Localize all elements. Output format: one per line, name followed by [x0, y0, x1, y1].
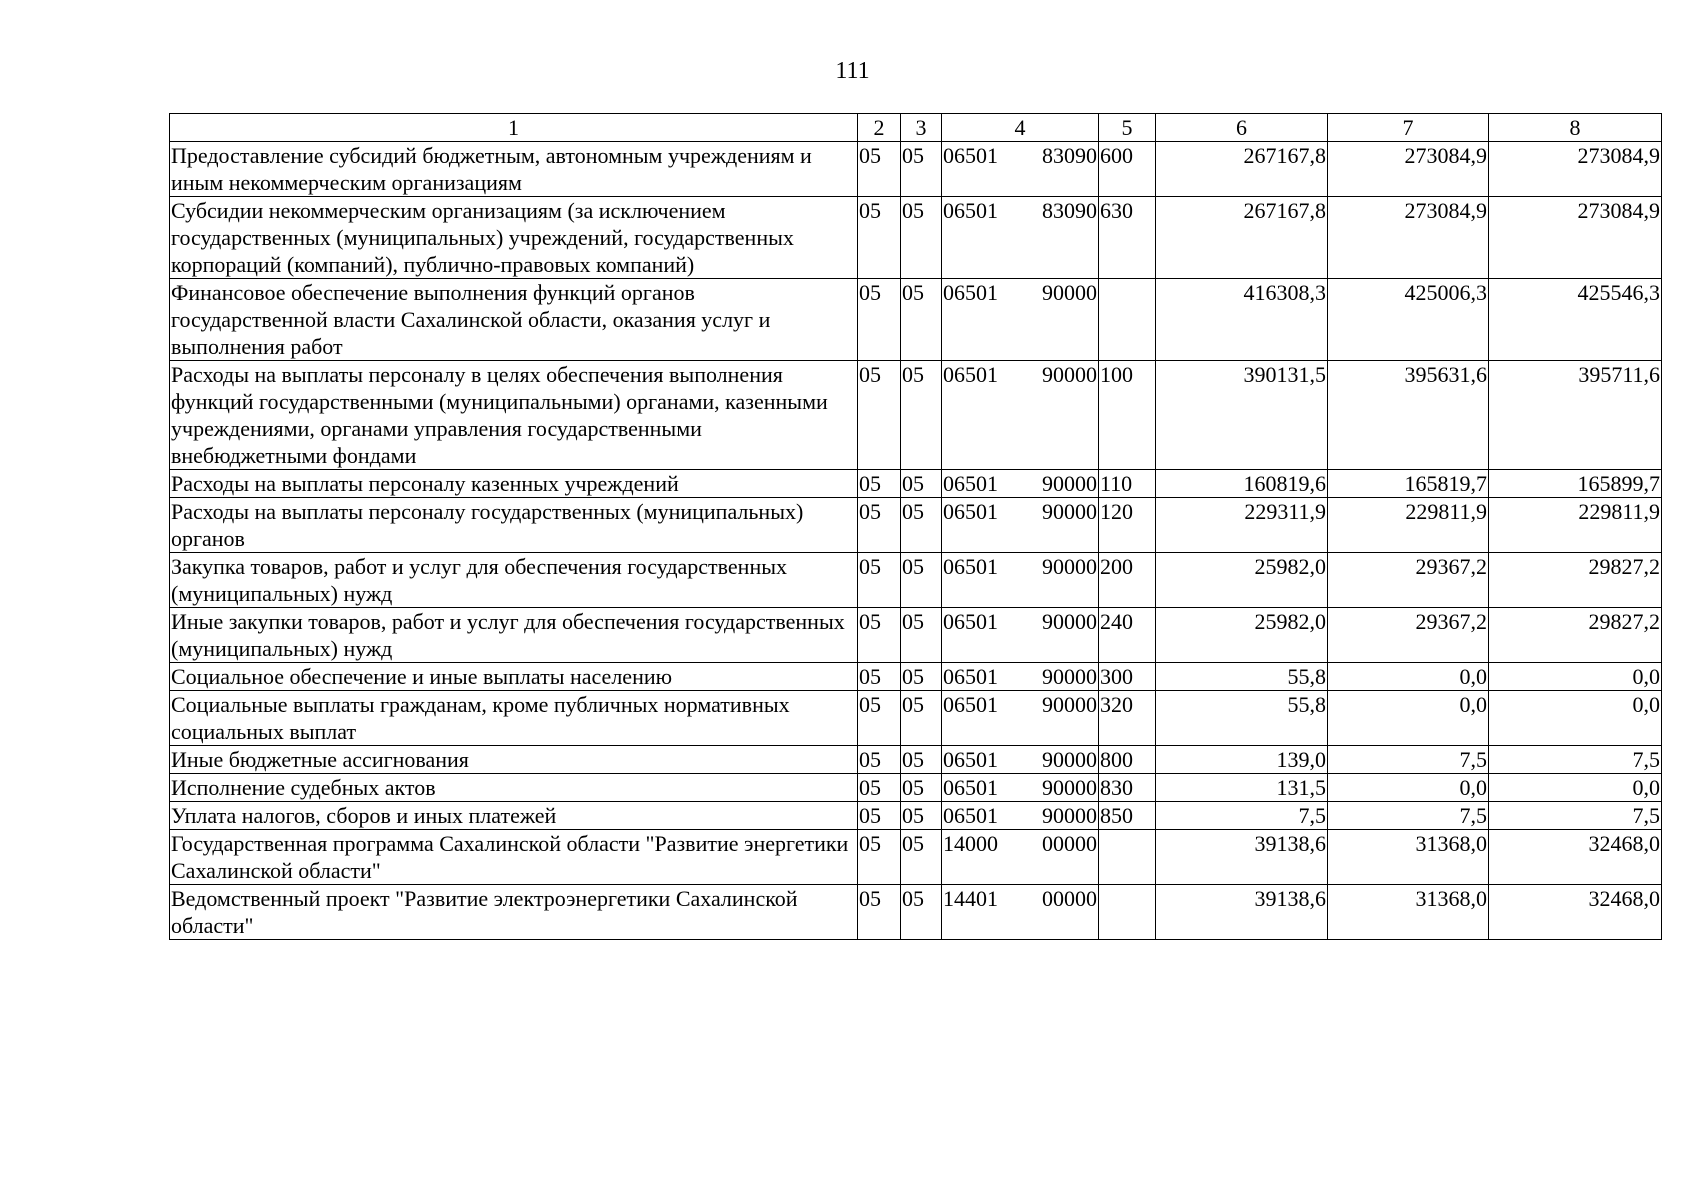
- expense-type-cell: 200: [1099, 553, 1156, 608]
- amount-col7-cell: 7,5: [1328, 802, 1489, 830]
- table-row: [170, 498, 1662, 553]
- table-row: [170, 830, 1662, 885]
- amount-col7-cell: 29367,2: [1328, 553, 1489, 608]
- target-article-cell: [942, 774, 1099, 802]
- page-number: 111: [835, 58, 870, 84]
- section-code-cell: 05: [858, 691, 901, 746]
- expense-name-cell: Уплата налогов, сборов и иных платежей: [170, 802, 858, 830]
- direction-code: 90000: [1042, 554, 1097, 579]
- amount-col6-cell: 160819,6: [1156, 470, 1328, 498]
- expense-type-cell: 300: [1099, 663, 1156, 691]
- amount-col6-cell: 416308,3: [1156, 279, 1328, 361]
- amount-col7-cell: 31368,0: [1328, 885, 1489, 940]
- section-code-cell: 05: [858, 830, 901, 885]
- amount-col6-cell: 39138,6: [1156, 830, 1328, 885]
- expense-name-cell: Расходы на выплаты персоналу государственных (муниципальных) органов: [170, 498, 858, 553]
- target-article-cell: [942, 691, 1099, 746]
- expense-type-cell: 630: [1099, 197, 1156, 279]
- header-cell: 7: [1328, 114, 1489, 142]
- target-article-cell: [942, 498, 1099, 553]
- expense-type-cell: [1099, 885, 1156, 940]
- subsection-code-cell: 05: [901, 608, 942, 663]
- expense-type-cell: 110: [1099, 470, 1156, 498]
- amount-col6-cell: 267167,8: [1156, 142, 1328, 197]
- amount-col8-cell: 273084,9: [1489, 197, 1662, 279]
- amount-col7-cell: 0,0: [1328, 774, 1489, 802]
- subsection-code-cell: 05: [901, 746, 942, 774]
- target-article-cell: [942, 470, 1099, 498]
- expense-name-cell: Финансовое обеспечение выполнения функций органов государственной власти Сахалинской области, оказания услуг и выполнения работ: [170, 279, 858, 361]
- section-code-cell: 05: [858, 142, 901, 197]
- amount-col6-cell: 55,8: [1156, 663, 1328, 691]
- header-cell: 4: [942, 114, 1099, 142]
- direction-code: 90000: [1042, 664, 1097, 689]
- direction-code: 00000: [1042, 831, 1097, 856]
- amount-col8-cell: 229811,9: [1489, 498, 1662, 553]
- expense-name-cell: Ведомственный проект "Развитие электроэнергетики Сахалинской области": [170, 885, 858, 940]
- direction-code: 00000: [1042, 886, 1097, 911]
- section-code-cell: 05: [858, 197, 901, 279]
- amount-col7-cell: 273084,9: [1328, 142, 1489, 197]
- program-code: 06501: [943, 609, 998, 634]
- table-row: [170, 142, 1662, 197]
- subsection-code-cell: 05: [901, 279, 942, 361]
- program-code: 06501: [943, 143, 998, 168]
- amount-col8-cell: 29827,2: [1489, 553, 1662, 608]
- amount-col8-cell: 7,5: [1489, 802, 1662, 830]
- expense-name-cell: Субсидии некоммерческим организациям (за исключением государственных (муниципальных) учреждений, государственных корпораций (компаний), публично-правовых компаний): [170, 197, 858, 279]
- amount-col6-cell: 25982,0: [1156, 608, 1328, 663]
- header-cell: 5: [1099, 114, 1156, 142]
- subsection-code-cell: 05: [901, 885, 942, 940]
- program-code: 06501: [943, 471, 998, 496]
- program-code: 06501: [943, 280, 998, 305]
- direction-code: 90000: [1042, 692, 1097, 717]
- table-row: [170, 774, 1662, 802]
- amount-col6-cell: 390131,5: [1156, 361, 1328, 470]
- expense-name-cell: Закупка товаров, работ и услуг для обеспечения государственных (муниципальных) нужд: [170, 553, 858, 608]
- target-article-cell: [942, 802, 1099, 830]
- section-code-cell: 05: [858, 746, 901, 774]
- subsection-code-cell: 05: [901, 142, 942, 197]
- program-code: 06501: [943, 499, 998, 524]
- expense-name-cell: Исполнение судебных актов: [170, 774, 858, 802]
- direction-code: 90000: [1042, 471, 1097, 496]
- expense-type-cell: [1099, 830, 1156, 885]
- direction-code: 83090: [1042, 198, 1097, 223]
- section-code-cell: 05: [858, 361, 901, 470]
- table-row: [170, 885, 1662, 940]
- amount-col8-cell: 0,0: [1489, 774, 1662, 802]
- table-row: [170, 691, 1662, 746]
- amount-col7-cell: 273084,9: [1328, 197, 1489, 279]
- program-code: 14000: [943, 831, 998, 856]
- program-code: 14401: [943, 886, 998, 911]
- target-article-cell: [942, 830, 1099, 885]
- section-code-cell: 05: [858, 470, 901, 498]
- expense-type-cell: 850: [1099, 802, 1156, 830]
- expense-type-cell: 600: [1099, 142, 1156, 197]
- program-code: 06501: [943, 554, 998, 579]
- expense-type-cell: 320: [1099, 691, 1156, 746]
- amount-col7-cell: 7,5: [1328, 746, 1489, 774]
- program-code: 06501: [943, 803, 998, 828]
- subsection-code-cell: 05: [901, 830, 942, 885]
- direction-code: 83090: [1042, 143, 1097, 168]
- header-cell: 8: [1489, 114, 1662, 142]
- target-article-cell: [942, 279, 1099, 361]
- amount-col6-cell: 139,0: [1156, 746, 1328, 774]
- expense-type-cell: 240: [1099, 608, 1156, 663]
- amount-col8-cell: 165899,7: [1489, 470, 1662, 498]
- expense-type-cell: [1099, 279, 1156, 361]
- header-cell: 6: [1156, 114, 1328, 142]
- amount-col6-cell: 39138,6: [1156, 885, 1328, 940]
- amount-col6-cell: 25982,0: [1156, 553, 1328, 608]
- expense-type-cell: 100: [1099, 361, 1156, 470]
- amount-col7-cell: 229811,9: [1328, 498, 1489, 553]
- amount-col7-cell: 0,0: [1328, 691, 1489, 746]
- amount-col6-cell: 55,8: [1156, 691, 1328, 746]
- section-code-cell: 05: [858, 279, 901, 361]
- subsection-code-cell: 05: [901, 553, 942, 608]
- program-code: 06501: [943, 747, 998, 772]
- program-code: 06501: [943, 198, 998, 223]
- amount-col7-cell: 29367,2: [1328, 608, 1489, 663]
- amount-col7-cell: 165819,7: [1328, 470, 1489, 498]
- target-article-cell: [942, 885, 1099, 940]
- expense-name-cell: Иные бюджетные ассигнования: [170, 746, 858, 774]
- target-article-cell: [942, 553, 1099, 608]
- budget-table: [169, 113, 1662, 940]
- amount-col8-cell: 29827,2: [1489, 608, 1662, 663]
- program-code: 06501: [943, 362, 998, 387]
- table-row: [170, 197, 1662, 279]
- amount-col8-cell: 0,0: [1489, 663, 1662, 691]
- program-code: 06501: [943, 664, 998, 689]
- table-row: [170, 746, 1662, 774]
- table-header-row: [170, 114, 1662, 142]
- expense-name-cell: Расходы на выплаты персоналу казенных учреждений: [170, 470, 858, 498]
- table-row: [170, 279, 1662, 361]
- section-code-cell: 05: [858, 663, 901, 691]
- amount-col6-cell: 131,5: [1156, 774, 1328, 802]
- amount-col7-cell: 425006,3: [1328, 279, 1489, 361]
- amount-col8-cell: 32468,0: [1489, 830, 1662, 885]
- subsection-code-cell: 05: [901, 691, 942, 746]
- header-cell: 3: [901, 114, 942, 142]
- table-row: [170, 361, 1662, 470]
- target-article-cell: [942, 608, 1099, 663]
- table-row: [170, 608, 1662, 663]
- expense-type-cell: 830: [1099, 774, 1156, 802]
- section-code-cell: 05: [858, 885, 901, 940]
- table-row: [170, 663, 1662, 691]
- subsection-code-cell: 05: [901, 774, 942, 802]
- amount-col6-cell: 7,5: [1156, 802, 1328, 830]
- amount-col7-cell: 31368,0: [1328, 830, 1489, 885]
- amount-col8-cell: 395711,6: [1489, 361, 1662, 470]
- direction-code: 90000: [1042, 609, 1097, 634]
- table-row: [170, 553, 1662, 608]
- header-cell: 1: [170, 114, 858, 142]
- amount-col8-cell: 7,5: [1489, 746, 1662, 774]
- subsection-code-cell: 05: [901, 802, 942, 830]
- subsection-code-cell: 05: [901, 663, 942, 691]
- amount-col8-cell: 273084,9: [1489, 142, 1662, 197]
- section-code-cell: 05: [858, 553, 901, 608]
- subsection-code-cell: 05: [901, 197, 942, 279]
- amount-col7-cell: 0,0: [1328, 663, 1489, 691]
- section-code-cell: 05: [858, 498, 901, 553]
- target-article-cell: [942, 197, 1099, 279]
- subsection-code-cell: 05: [901, 361, 942, 470]
- section-code-cell: 05: [858, 608, 901, 663]
- amount-col6-cell: 229311,9: [1156, 498, 1328, 553]
- target-article-cell: [942, 361, 1099, 470]
- direction-code: 90000: [1042, 280, 1097, 305]
- program-code: 06501: [943, 775, 998, 800]
- direction-code: 90000: [1042, 803, 1097, 828]
- direction-code: 90000: [1042, 499, 1097, 524]
- amount-col8-cell: 0,0: [1489, 691, 1662, 746]
- amount-col8-cell: 32468,0: [1489, 885, 1662, 940]
- program-code: 06501: [943, 692, 998, 717]
- expense-name-cell: Иные закупки товаров, работ и услуг для обеспечения государственных (муниципальных) нужд: [170, 608, 858, 663]
- expense-type-cell: 120: [1099, 498, 1156, 553]
- amount-col7-cell: 395631,6: [1328, 361, 1489, 470]
- direction-code: 90000: [1042, 362, 1097, 387]
- table-row: [170, 802, 1662, 830]
- subsection-code-cell: 05: [901, 498, 942, 553]
- direction-code: 90000: [1042, 747, 1097, 772]
- subsection-code-cell: 05: [901, 470, 942, 498]
- expense-name-cell: Расходы на выплаты персоналу в целях обеспечения выполнения функций государственными (муниципальными) органами, казенными учреждениями, органами управления государственными внебюджетными фондами: [170, 361, 858, 470]
- target-article-cell: [942, 663, 1099, 691]
- amount-col8-cell: 425546,3: [1489, 279, 1662, 361]
- header-cell: 2: [858, 114, 901, 142]
- direction-code: 90000: [1042, 775, 1097, 800]
- expense-name-cell: Социальные выплаты гражданам, кроме публичных нормативных социальных выплат: [170, 691, 858, 746]
- table-row: [170, 470, 1662, 498]
- target-article-cell: [942, 746, 1099, 774]
- amount-col6-cell: 267167,8: [1156, 197, 1328, 279]
- section-code-cell: 05: [858, 774, 901, 802]
- target-article-cell: [942, 142, 1099, 197]
- expense-name-cell: Государственная программа Сахалинской области "Развитие энергетики Сахалинской области": [170, 830, 858, 885]
- expense-name-cell: Социальное обеспечение и иные выплаты населению: [170, 663, 858, 691]
- expense-name-cell: Предоставление субсидий бюджетным, автономным учреждениям и иным некоммерческим организациям: [170, 142, 858, 197]
- section-code-cell: 05: [858, 802, 901, 830]
- expense-type-cell: 800: [1099, 746, 1156, 774]
